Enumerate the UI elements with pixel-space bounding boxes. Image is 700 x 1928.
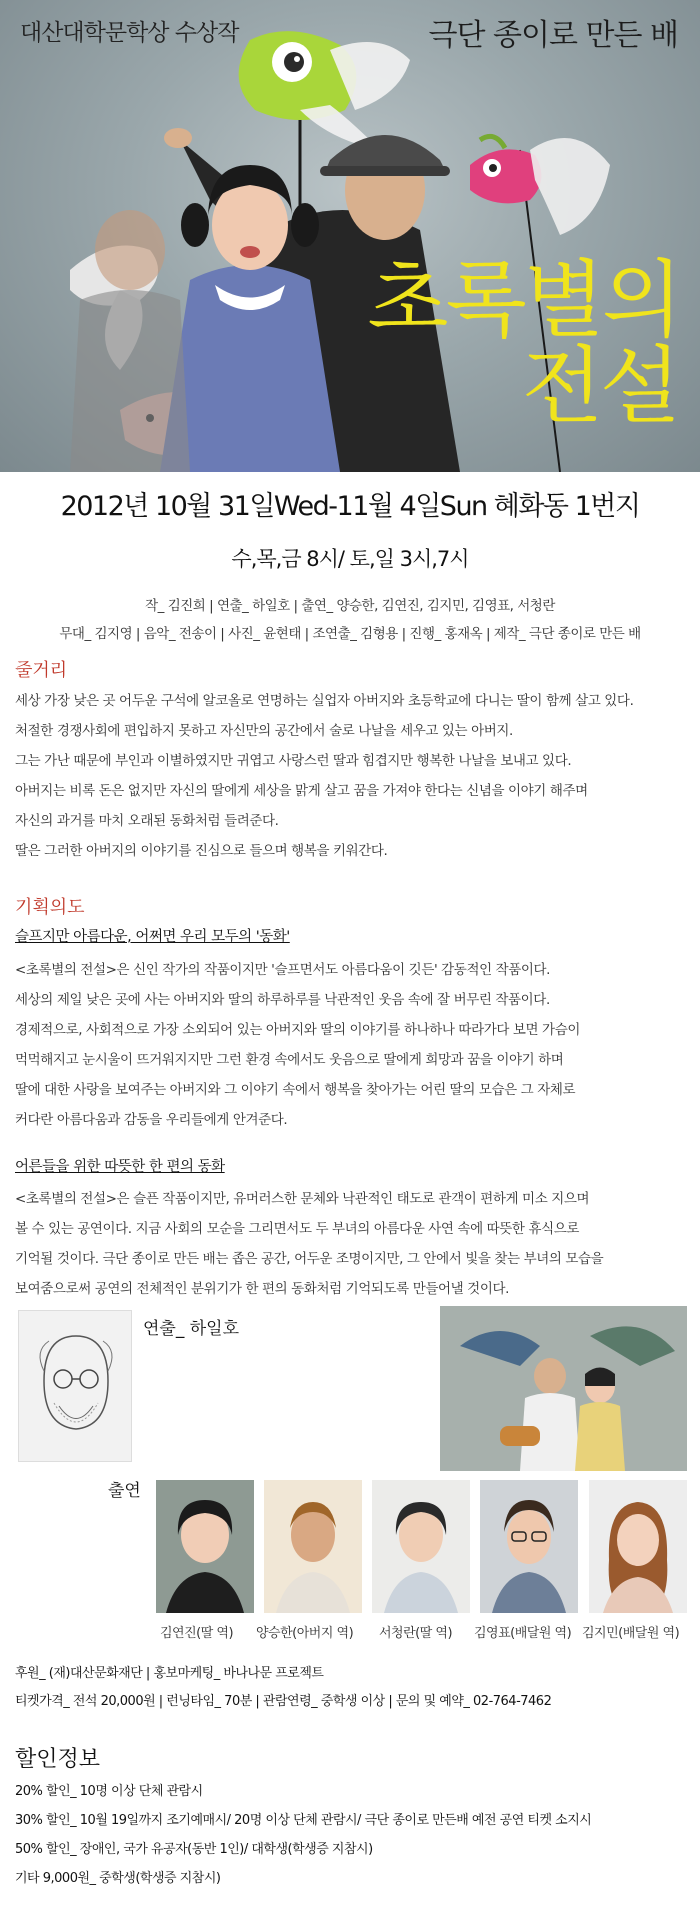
synopsis-heading: 줄거리	[15, 660, 68, 681]
ticket-info: 티켓가격_ 전석 20,000원 | 런닝타임_ 70분 | 관람연령_ 중학생 이상 | 문의 및 예약_ 02-764-7462	[15, 1694, 552, 1709]
synopsis-line: 세상 가장 낮은 곳 어두운 구석에 알코올로 연명하는 실업자 아버지와 초등학교에 다니는 딸이 함께 살고 있다.	[15, 693, 634, 709]
discount-item: 30% 할인_ 10월 19일까지 조기예매시/ 20명 이상 단체 관람시/ 극단 종이로 만든배 예전 공연 티켓 소지시	[15, 1813, 592, 1828]
cast-photo-5	[589, 1480, 687, 1613]
planning-subtitle-1: 슬프지만 아름다운, 어쩌면 우리 모두의 '동화'	[15, 929, 290, 945]
play-title-line1: 초록별의	[367, 251, 680, 349]
cast-photo-4	[480, 1480, 578, 1613]
discount-list	[15, 1777, 591, 1893]
award-label: 대산대학문학상 수상작	[20, 20, 239, 46]
planning-line: 딸에 대한 사랑을 보여주는 아버지와 그 이야기 속에서 행복을 찾아가는 어린 딸의 모습은 그 자체로	[15, 1082, 576, 1098]
synopsis-line: 딸은 그러한 아버지의 이야기를 진심으로 들으며 행복을 키워간다.	[15, 843, 388, 859]
performance-times: 수,목,금 8시/ 토,일 3시,7시	[231, 547, 469, 571]
synopsis-line: 자신의 과거를 마치 오래된 동화처럼 들려준다.	[15, 813, 279, 829]
planning-line: 커다란 아름다움과 감동을 우리들에게 안겨준다.	[15, 1112, 288, 1128]
discount-heading: 할인정보	[15, 1747, 101, 1772]
planning-line: 먹먹해지고 눈시울이 뜨거워지지만 그런 환경 속에서도 웃음으로 딸에게 희망과 꿈을 이야기 하며	[15, 1052, 564, 1068]
discount-item: 50% 할인_ 장애인, 국가 유공자(동반 1인)/ 대학생(학생증 지참시)	[15, 1842, 373, 1857]
company-name: 극단 종이로 만든 배	[428, 18, 678, 53]
synopsis-line: 아버지는 비록 돈은 없지만 자신의 딸에게 세상을 맑게 살고 꿈을 가져야 한다는 신념을 이야기 해주며	[15, 783, 588, 799]
director-label: 연출_ 하일호	[143, 1319, 240, 1339]
cast-caption-5: 김지민(배달원 역)	[582, 1626, 680, 1641]
planning-text-2	[15, 1184, 695, 1304]
credits-line-2: 무대_ 김지영 | 음악_ 전송이 | 사진_ 윤현태 | 조연출_ 김형용 | 진행_ 홍재옥 | 제작_ 극단 종이로 만든 배	[59, 626, 641, 642]
play-title-line2: 전설	[521, 337, 678, 435]
poster-image	[0, 0, 700, 472]
cast-caption-4: 김영표(배달원 역)	[474, 1626, 572, 1641]
stage-photo	[440, 1306, 687, 1471]
cast-photo-1	[156, 1480, 254, 1613]
synopsis-text	[15, 686, 695, 866]
planning-line: 경제적으로, 사회적으로 가장 소외되어 있는 아버지와 딸의 이야기를 하나하나 따라가다 보면 가슴이	[15, 1022, 580, 1038]
cast-caption-3: 서청란(딸 역)	[379, 1626, 453, 1641]
planning-line: 보여줌으로써 공연의 전체적인 분위기가 한 편의 동화처럼 기억되도록 만들어낼 것이다.	[15, 1281, 509, 1297]
planning-line: 세상의 제일 낮은 곳에 사는 아버지와 딸의 하루하루를 낙관적인 웃음 속에 잘 버무린 작품이다.	[15, 992, 550, 1008]
planning-text-1	[15, 955, 695, 1135]
cast-photo-3	[372, 1480, 470, 1613]
planning-line: <초록별의 전설>은 신인 작가의 작품이지만 '슬프면서도 아름다움이 깃든' 감동적인 작품이다.	[15, 962, 551, 978]
pink-fish-puppet-icon	[470, 136, 610, 235]
discount-item: 기타 9,000원_ 중학생(학생증 지참시)	[15, 1871, 221, 1886]
performance-dates: 2012년 10월 31일Wed-11월 4일Sun 혜화동 1번지	[60, 491, 640, 522]
synopsis-line: 처절한 경쟁사회에 편입하지 못하고 자신만의 공간에서 술로 나날을 세우고 있는 아버지.	[15, 723, 513, 739]
cast-photo-2	[264, 1480, 362, 1613]
cast-label: 출연	[108, 1481, 141, 1501]
synopsis-line: 그는 가난 때문에 부인과 이별하였지만 귀엽고 사랑스런 딸과 힘겹지만 행복한 나날을 보내고 있다.	[15, 753, 572, 769]
green-fish-puppet-icon	[239, 31, 410, 150]
director-portrait-sketch	[18, 1310, 132, 1462]
discount-item: 20% 할인_ 10명 이상 단체 관람시	[15, 1784, 203, 1799]
cast-caption-2: 양승한(아버지 역)	[256, 1626, 354, 1641]
planning-heading: 기획의도	[15, 897, 85, 918]
planning-subtitle-2: 어른들을 위한 따뜻한 한 편의 동화	[15, 1159, 225, 1175]
credits-line-1: 작_ 김진희 | 연출_ 하일호 | 출연_ 양승한, 김연진, 김지민, 김영표, 서청란	[145, 598, 555, 614]
cast-caption-1: 김연진(딸 역)	[160, 1626, 234, 1641]
planning-line: <초록별의 전설>은 슬픈 작품이지만, 유머러스한 문체와 낙관적인 태도로 관객이 편하게 미소 지으며	[15, 1191, 590, 1207]
planning-line: 기억될 것이다. 극단 종이로 만든 배는 좁은 공간, 어두운 조명이지만, 그 안에서 빛을 찾는 부녀의 모습을	[15, 1251, 604, 1267]
sponsor-info: 후원_ (재)대산문화재단 | 홍보마케팅_ 바나나문 프로젝트	[15, 1666, 324, 1681]
planning-line: 볼 수 있는 공연이다. 지금 사회의 모순을 그리면서도 두 부녀의 아름다운 사연 속에 따뜻한 휴식으로	[15, 1221, 580, 1237]
